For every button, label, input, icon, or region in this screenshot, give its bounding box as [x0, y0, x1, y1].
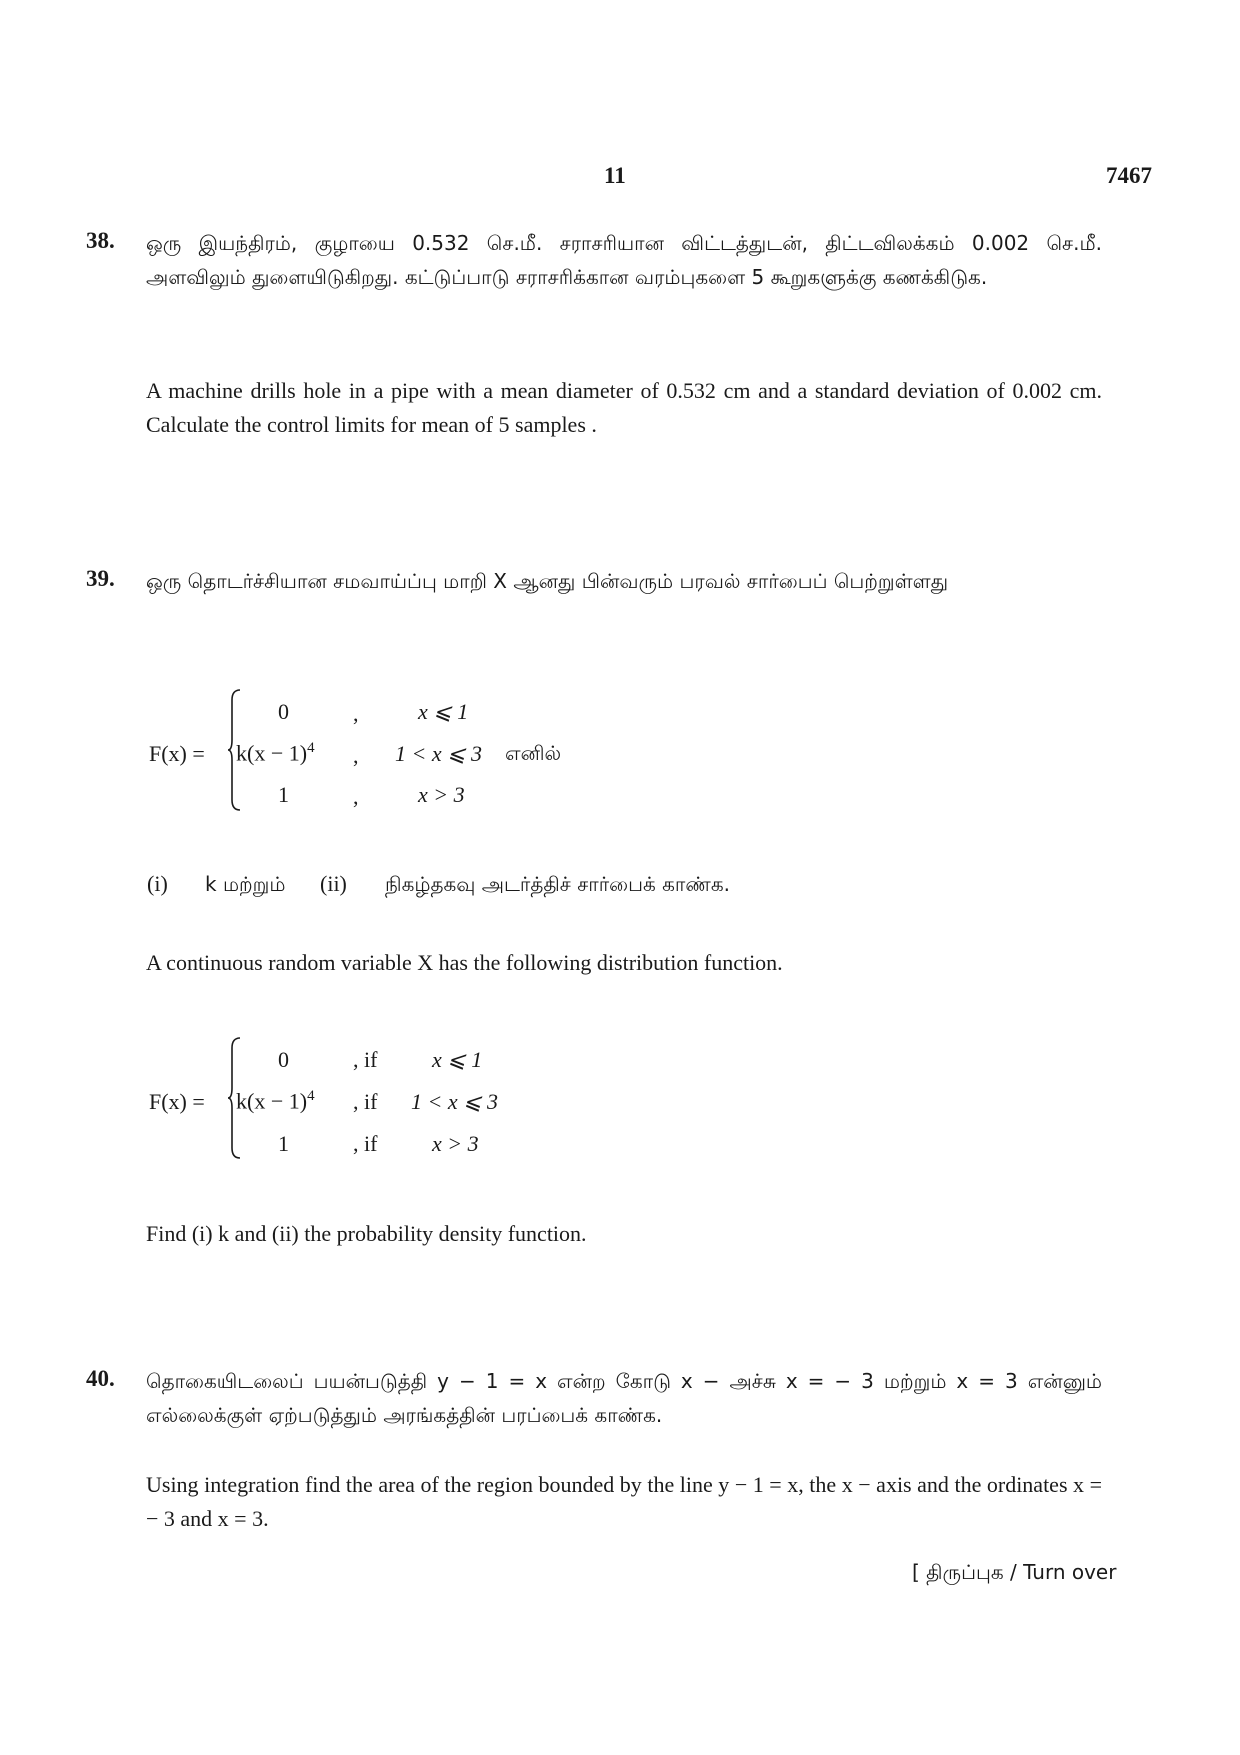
- piece-cond-en-2: 1 < x ⩽ 3: [411, 1089, 499, 1114]
- piece-value-en-1: 0: [278, 1047, 289, 1072]
- piece-comma-2: ,: [353, 743, 359, 768]
- q38-english-text: A machine drills hole in a pipe with a mean diameter of 0.532 cm and a standard deviation of 0.002 cm. Calculate the control limits for mean of 5 samples .: [146, 378, 1102, 437]
- piece-value-3: 1: [278, 782, 289, 807]
- tamil-find-rest: நிகழ்தகவு அடர்த்திச் சார்பைக் காண்க.: [385, 872, 730, 896]
- q40-tamil-text: தொகையிடலைப் பயன்படுத்தி y − 1 = x என்ற கோடு x − அச்சு x = − 3 மற்றும் x = 3 என்னும் எல்லைக்குள் ஏற்படுத்தும் அரங்கத்தின் பரப்பைக் காண்க.: [146, 1369, 1102, 1427]
- piece-cond-en-1: x ⩽ 1: [432, 1047, 483, 1072]
- q39-tamil-text: ஒரு தொடர்ச்சியான சமவாய்ப்பு மாறி X ஆனது பின்வரும் பரவல் சார்பைப் பெற்றுள்ளது: [146, 569, 949, 593]
- piece-value-en-2: $k(x - 1)^4$: [236, 1088, 315, 1114]
- tamil-if-word: எனில்: [505, 741, 562, 765]
- piece-if-3: , if: [353, 1131, 378, 1156]
- turn-over-note: [ திருப்புக / Turn over: [912, 1560, 1117, 1584]
- piece-cond-3: x > 3: [418, 782, 465, 807]
- page-number: 11: [604, 163, 626, 188]
- q39-english-text: A continuous random variable X has the following distribution function.: [146, 950, 783, 975]
- piece-cond-2: 1 < x ⩽ 3: [395, 741, 483, 766]
- q40-english-text: Using integration find the area of the region bounded by the line y − 1 = x, the x − axis and the ordinates x = − 3 and x = 3.: [146, 1472, 1102, 1531]
- q39-english-find: Find (i) k and (ii) the probability density function.: [146, 1221, 587, 1246]
- piece-comma-3: ,: [353, 784, 359, 809]
- piece-value-2: $k(x - 1)^4$: [236, 740, 315, 766]
- piece-value-1: 0: [278, 699, 289, 724]
- piece-if-2: , if: [353, 1089, 378, 1114]
- q39-function-label-1: F(x) =: [149, 741, 205, 766]
- tamil-find-ii: (ii): [320, 871, 347, 896]
- question-number-39: 39.: [86, 566, 115, 591]
- paper-code: 7467: [1106, 163, 1152, 188]
- q39-function-label-2: F(x) =: [149, 1089, 205, 1114]
- tamil-find-k: k மற்றும்: [205, 872, 286, 896]
- piece-comma-1: ,: [353, 701, 359, 726]
- question-number-38: 38.: [86, 228, 115, 253]
- piece-cond-1: x ⩽ 1: [418, 699, 469, 724]
- question-number-40: 40.: [86, 1366, 115, 1391]
- piece-if-1: , if: [353, 1047, 378, 1072]
- piece-cond-en-3: x > 3: [432, 1131, 479, 1156]
- q38-tamil-text: ஒரு இயந்திரம், குழாயை 0.532 செ.மீ. சராசரியான விட்டத்துடன், திட்டவிலக்கம் 0.002 செ.மீ. அளவிலும் துளையிடுகிறது. கட்டுப்பாடு சராசரிக்கான வரம்புகளை 5 கூறுகளுக்கு கணக்கிடுக.: [146, 231, 1102, 289]
- piece-value-en-3: 1: [278, 1131, 289, 1156]
- tamil-find-i: (i): [147, 871, 168, 896]
